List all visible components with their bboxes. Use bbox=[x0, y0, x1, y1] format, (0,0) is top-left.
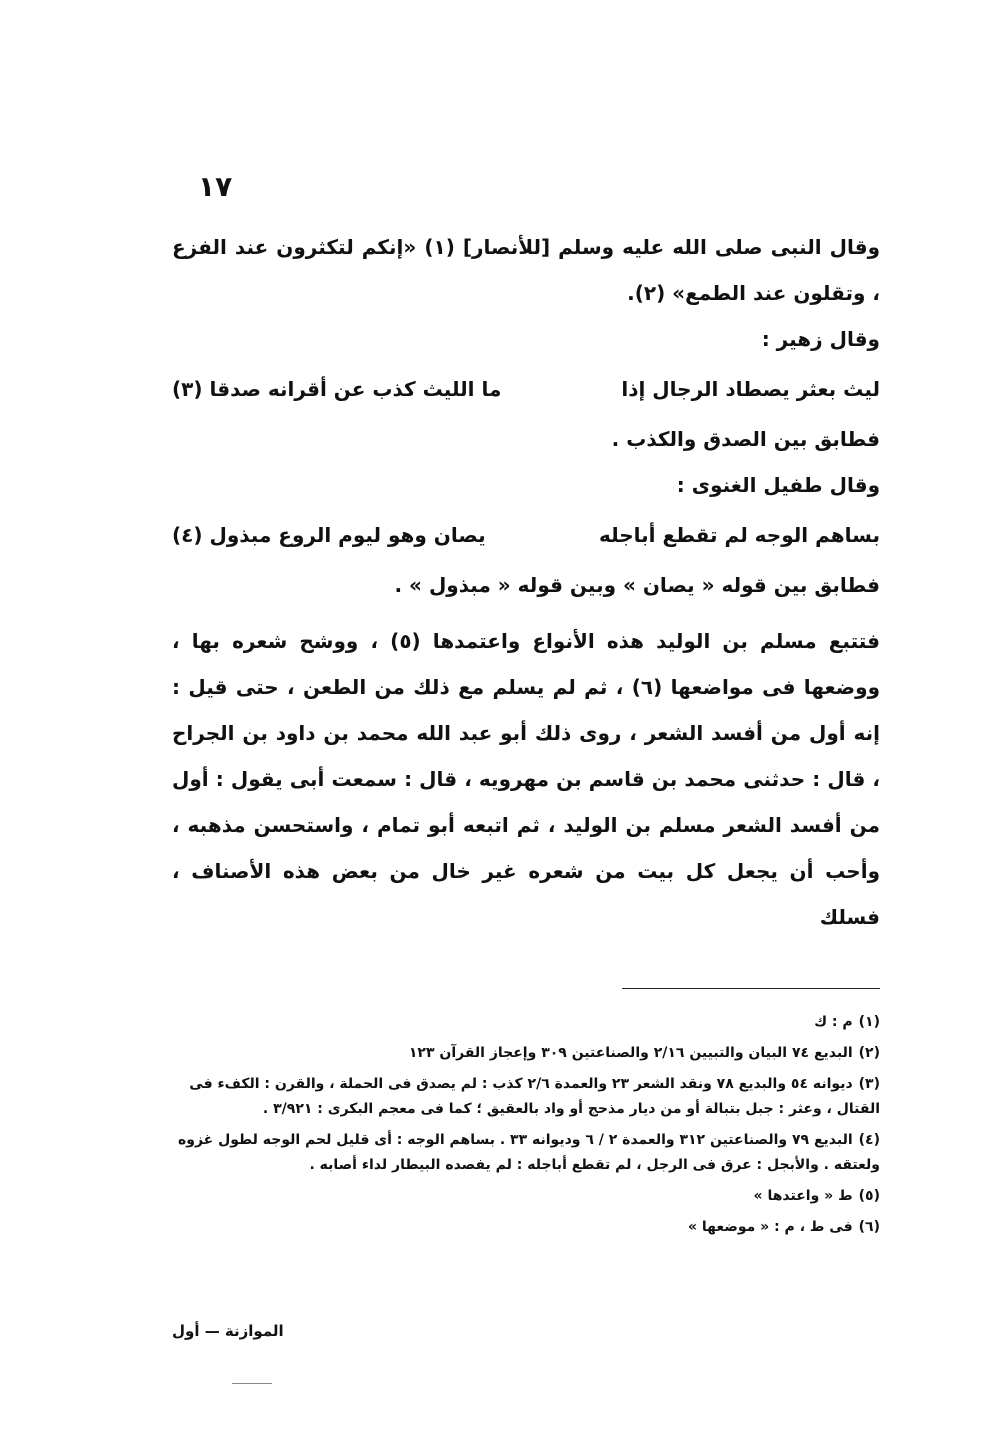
footnote: (٢)البديع ٧٤ البيان والتبيين ٢/١٦ والصناعتين ٣٠٩ وإعجاز القرآن ١٢٣ bbox=[408, 1045, 880, 1061]
verse-first-hemistich: ليث بعثر يصطاد الرجال إذا bbox=[621, 377, 880, 401]
main-paragraph: فتتبع مسلم بن الوليد هذه الأنواع واعتمدها (٥) ، ووشح شعره بها ، ووضعها فى مواضعها (٦) ، ثم لم يسلم مع ذلك من الطعن ، حتى قيل : إنه أول من أفسد الشعر ، روى ذلك أبو عبد الله محمد بن داود بن الجراح ، قال : حدثنى محمد بن قاسم بن مهرويه ، قال : سمعت أبى يقول : أول من أفسد الشعر مسلم بن الوليد ، ثم اتبعه أبو تمام ، واستحسن مذهبه ، وأحب أن يجعل كل بيت من شعره غير خال من بعض هذه الأصناف ، فسلك bbox=[172, 629, 881, 929]
footnote-divider bbox=[622, 988, 880, 989]
verse-second-hemistich: يصان وهو ليوم الروع مبذول (٤) bbox=[172, 523, 486, 547]
footer-line bbox=[232, 1383, 272, 1384]
verse-tufayl bbox=[172, 512, 880, 558]
main-text bbox=[172, 224, 880, 940]
comment-zuhair: فطابق بين الصدق والكذب . bbox=[611, 427, 880, 451]
footnote: (٦)فى ط ، م : « موضعها » bbox=[688, 1219, 880, 1235]
book-title-footer: الموازنة — أول bbox=[172, 1322, 284, 1340]
intro-zuhair: وقال زهير : bbox=[761, 327, 880, 351]
footnote: (٣)ديوانه ٥٤ والبديع ٧٨ ونقد الشعر ٢٣ والعمدة ٢/٦ كذب : لم يصدق فى الحملة ، والقرن : الكفء فى القتال ، وعثر : جبل بتبالة أو من ديار مذحج أو واد بالعقيق ؛ كما فى معجم البكرى : ٣/٩٢١ . bbox=[189, 1076, 880, 1117]
intro-tufayl: وقال طفيل الغنوى : bbox=[676, 473, 880, 497]
hadith-paragraph: وقال النبى صلى الله عليه وسلم [للأنصار] (١) «إنكم لتكثرون عند الفزع ، وتقلون عند الطمع» (٢). bbox=[172, 235, 881, 305]
footnote: (١)م : ك bbox=[814, 1014, 880, 1030]
verse-second-hemistich: ما الليث كذب عن أقرانه صدقا (٣) bbox=[172, 377, 502, 401]
comment-tufayl: فطابق بين قوله « يصان » وبين قوله « مبذول » . bbox=[394, 573, 880, 597]
page-number: ١٧ bbox=[198, 170, 233, 203]
footnote: (٥)ط « واعتدها » bbox=[753, 1188, 880, 1204]
footnotes bbox=[172, 1010, 880, 1246]
verse-zuhair bbox=[172, 366, 880, 412]
footnote: (٤)البديع ٧٩ والصناعتين ٣١٢ والعمدة ٢ / ٦ وديوانه ٣٣ . بساهم الوجه : أى قليل لحم الوجه لطول غزوه ولعتقه . والأبجل : عرق فى الرجل ، لم تقطع أباجله : لم يفصده البيطار لداء أصابه . bbox=[177, 1132, 880, 1173]
verse-first-hemistich: بساهم الوجه لم تقطع أباجله bbox=[598, 523, 880, 547]
